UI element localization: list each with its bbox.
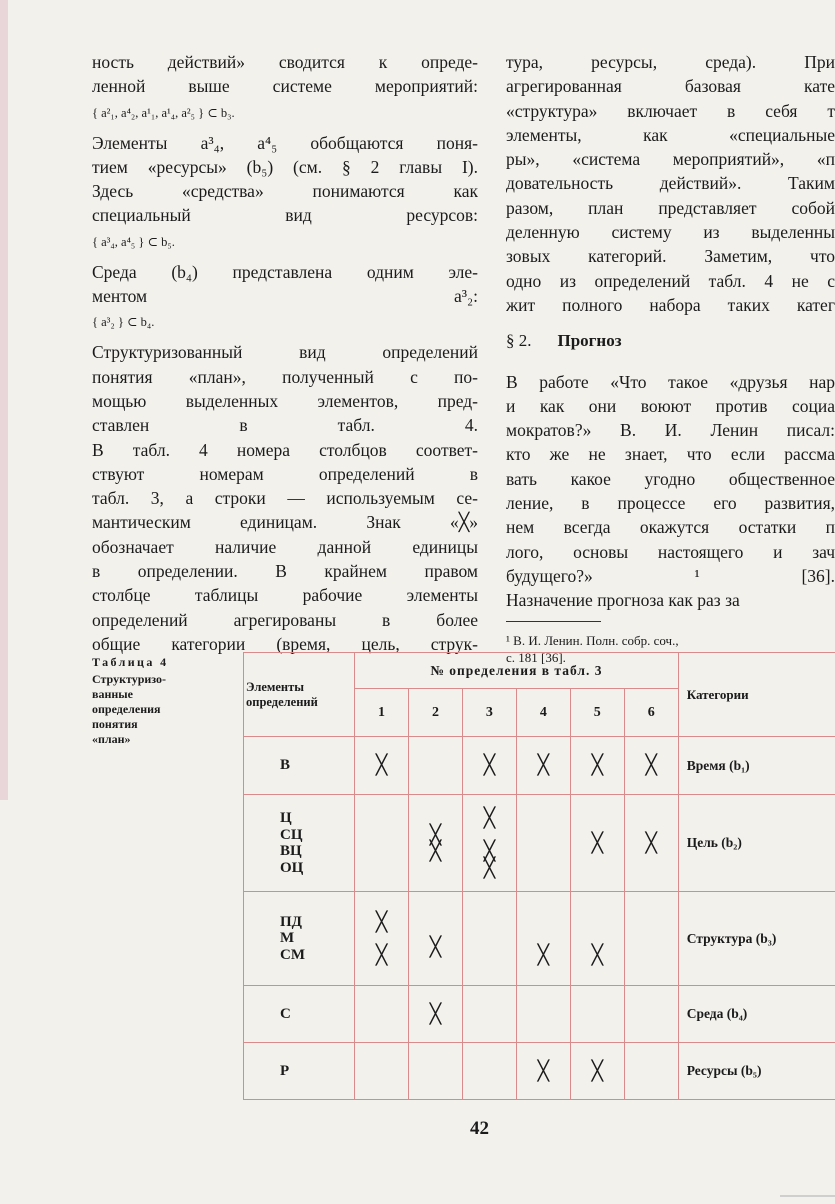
- element-labels: С: [244, 986, 355, 1043]
- definition-number: 4: [516, 689, 570, 737]
- element-labels: Ц СЦ ВЦ ОЦ: [244, 795, 355, 892]
- mark-cell: [624, 986, 678, 1043]
- mark-cell: [570, 986, 624, 1043]
- mark-cell: [624, 1043, 678, 1100]
- paragraph: В работе «Что такое «друзья нар и как они воюют против социа мократов?» В. И. Ленин писал: кто же не знает, что если рассма вать какое угодно общественное ление, в процессе его развития, нем всегда окажутся остатки п лого, основы настоящего и зач будущего?» ¹ [36].: [506, 371, 835, 586]
- formula: { a²₁, a⁴₂, a¹₁, a¹₄, a²₅ } ⊂ b₃.: [92, 105, 235, 120]
- page-number: 42: [470, 1118, 489, 1139]
- mark-cell: [409, 737, 463, 795]
- definition-group-header: № определения в табл. 3: [355, 653, 679, 689]
- mark-cell: ╳: [570, 1043, 624, 1100]
- mark-cell: ╳: [570, 892, 624, 986]
- mark-cell: ╳: [355, 737, 409, 795]
- definition-number: 3: [462, 689, 516, 737]
- section-title: Прогноз: [557, 331, 622, 351]
- paragraph: Элементы a³₄, a⁴₅ обобщаются поня- тием «ресурсы» (b₅) (см. § 2 главы I). Здесь «средства» понимаются как специальный вид ресурсов:: [92, 132, 478, 226]
- mark-cell: ╳: [516, 892, 570, 986]
- table-row: [244, 795, 835, 892]
- category-label: Время (b₁): [678, 737, 835, 795]
- paragraph: Назначение прогноза как раз за: [506, 590, 740, 611]
- footnote: ¹ В. И. Ленин. Полн. собр. соч., с. 181 [36].: [506, 632, 679, 665]
- mark-cell: [462, 1043, 516, 1100]
- paragraph: ность действий» сводится к опреде- ленной выше системе мероприятий:: [92, 52, 478, 97]
- mark-cell: [355, 795, 409, 892]
- table-row: [244, 986, 835, 1043]
- mark-cell: ╳: [570, 795, 624, 892]
- mark-cell: ╳: [624, 795, 678, 892]
- paragraph: тура, ресурсы, среда). При агрегированная базовая кате «структура» включает в себя т элементы, как «специальные ры», «система мероприятий», «п довательность действий». Таким разом, план представляет собой деленную систему из выделенны зовых категорий. Заметим, что одно из определений табл. 4 не с жит полного набора таких катег: [506, 52, 835, 315]
- category-label: Цель (b₂): [678, 795, 835, 892]
- mark-cell: [355, 986, 409, 1043]
- paragraph: Среда (b₄) представлена одним эле- ментом a³₂:: [92, 261, 478, 307]
- paragraph: Структуризованный вид определений понятия «план», полученный с по- мощью выделенных элементов, пред- ставлен в табл. 4.: [92, 342, 478, 436]
- mark-cell: ╳: [516, 1043, 570, 1100]
- elements-header: Элементы определений: [244, 653, 355, 737]
- mark-cell: [462, 986, 516, 1043]
- table-row: [244, 737, 835, 795]
- page-edge: [0, 0, 8, 800]
- table-row: [244, 1043, 835, 1100]
- mark-cell: [462, 892, 516, 986]
- paragraph: В табл. 4 номера столбцов соответ- ствуют номерам определений в табл. 3, а строки — используемым се- мантическим единицам. Знак «╳» обозначает наличие данной единицы в определении. В крайнем правом столбце таблицы рабочие элементы определений агрегированы в более общие категории (время, цель, струк-: [92, 439, 478, 654]
- mark-cell: ╳: [409, 986, 463, 1043]
- element-labels: В: [244, 737, 355, 795]
- definitions-table: [243, 652, 835, 1100]
- definition-number: 2: [409, 689, 463, 737]
- mark-cell: ╳ ╳ ╳: [462, 795, 516, 892]
- category-label: Ресурсы (b₅): [678, 1043, 835, 1100]
- mark-cell: ╳: [462, 737, 516, 795]
- category-label: Среда (b₄): [678, 986, 835, 1043]
- mark-cell: [624, 892, 678, 986]
- section-number: § 2.: [506, 331, 532, 351]
- footnote-rule: [506, 621, 601, 622]
- mark-cell: ╳: [409, 892, 463, 986]
- mark-cell: ╳: [516, 737, 570, 795]
- definition-number: 6: [624, 689, 678, 737]
- element-labels: ПД М СМ: [244, 892, 355, 986]
- categories-header: Категории: [678, 653, 835, 737]
- scan-artifact: [780, 1195, 835, 1197]
- formula: { a³₄, a⁴₅ } ⊂ b₅.: [92, 234, 175, 249]
- category-label: Структура (b₃): [678, 892, 835, 986]
- table-number: Таблица 4: [92, 655, 169, 669]
- mark-cell: [516, 795, 570, 892]
- mark-cell: ╳: [624, 737, 678, 795]
- section-heading: [506, 329, 835, 353]
- table-caption: Таблица 4 Структуризо- ванные определения понятия «план»: [92, 655, 222, 747]
- table-row: [244, 892, 835, 986]
- definition-number: 5: [570, 689, 624, 737]
- right-column: [506, 50, 835, 666]
- mark-cell: ╳: [570, 737, 624, 795]
- mark-cell: [355, 1043, 409, 1100]
- mark-cell: [516, 986, 570, 1043]
- definition-number: 1: [355, 689, 409, 737]
- element-labels: Р: [244, 1043, 355, 1100]
- mark-cell: [409, 1043, 463, 1100]
- mark-cell: ╳ ╳: [355, 892, 409, 986]
- mark-cell: ╳ ╳: [409, 795, 463, 892]
- formula: { a³₂ } ⊂ b₄.: [92, 315, 155, 330]
- left-column: [92, 50, 478, 656]
